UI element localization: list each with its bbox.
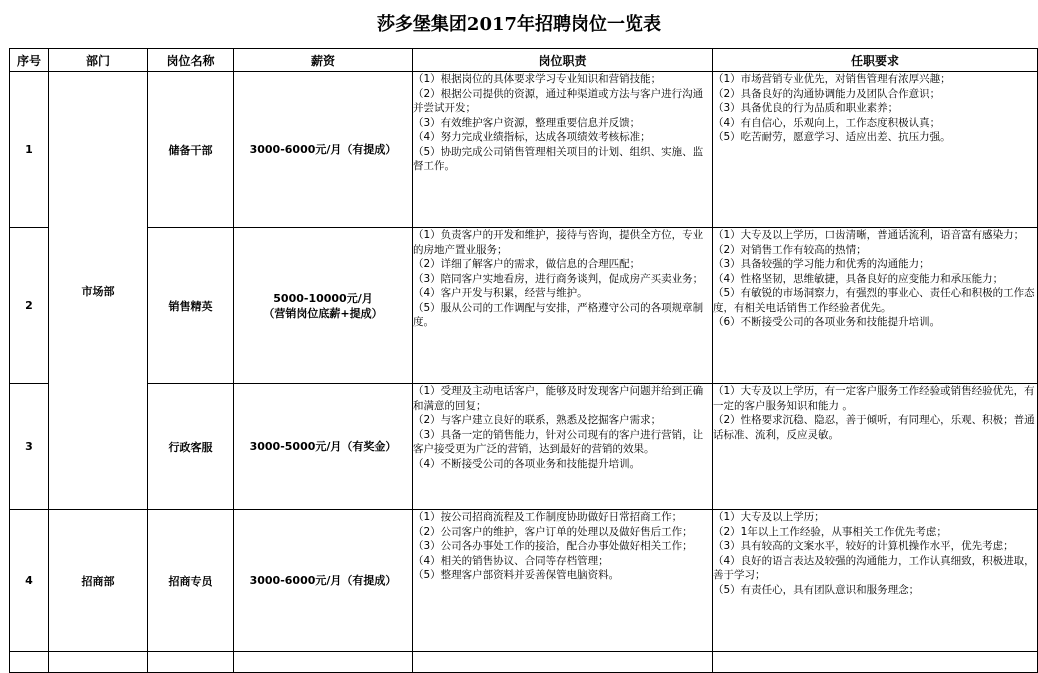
row-number: 2 [10,228,49,384]
salary-line: （营销岗位底薪+提成） [263,306,383,320]
table-row [10,652,1038,673]
salary-line: 3000-6000元/月（有提成） [249,574,397,587]
table-header-row [10,49,1038,72]
header-department: 部门 [49,49,148,72]
duties-cell [413,228,713,384]
requirements-cell [713,228,1038,384]
requirement-item: （3）具备较强的学习能力和优秀的沟通能力； [713,258,930,270]
salary-cell [234,228,413,384]
requirements-cell [713,510,1038,652]
empty-cell [234,652,413,673]
empty-cell [148,652,234,673]
row-number: 1 [10,72,49,228]
position-cell: 行政客服 [148,384,234,510]
duty-item: （4）努力完成业绩指标，达成各项绩效考核标准； [413,131,651,143]
header-no: 序号 [10,49,49,72]
salary-cell [234,384,413,510]
row-number: 3 [10,384,49,510]
empty-cell [49,652,148,673]
requirement-item: （6）不断接受公司的各项业务和技能提升培训。 [713,316,941,328]
duty-item: （3）有效维护客户资源，整理重要信息并反馈； [413,116,641,129]
requirement-item: （5）吃苦耐劳，愿意学习、适应出差、抗压力强。 [713,131,951,143]
duty-item: （2）详细了解客户的需求，做信息的合理匹配； [413,258,641,270]
duties-cell [413,384,713,510]
requirement-item: （2）具备良好的沟通协调能力及团队合作意识； [713,87,941,100]
salary-cell [234,72,413,228]
duties-cell [413,72,713,228]
table-row [10,72,1038,228]
requirement-item: （2）对销售工作有较高的热情； [713,243,867,256]
row-number: 4 [10,510,49,652]
header-requirements: 任职要求 [713,49,1038,72]
duties-cell [413,510,713,652]
duty-item: （4）不断接受公司的各项业务和技能提升培训。 [413,457,641,470]
duty-item: （4）客户开发与积累，经营与维护。 [413,287,588,299]
empty-cell [413,652,713,673]
header-position: 岗位名称 [148,49,234,72]
duty-item: （5）协助完成公司销售管理相关项目的计划、组织、实施、监督工作。 [413,145,704,172]
requirement-item: （1）大专及以上学历，口齿清晰，普通话流利，语音富有感染力； [713,229,1025,241]
salary-cell [234,510,413,652]
empty-cell [713,652,1038,673]
requirement-item: （2）1年以上工作经验，从事相关工作优先考虑； [713,525,947,538]
requirement-item: （1）市场营销专业优先，对销售管理有浓厚兴趣； [713,73,951,85]
requirement-item: （2）性格要求沉稳、隐忍，善于倾听，有同理心，乐观、积极；普通话标准、流利，反应灵敏。 [713,414,1035,441]
requirement-item: （4）性格坚韧，思维敏捷，具备良好的应变能力和承压能力； [713,272,1004,285]
header-duties: 岗位职责 [413,49,713,72]
empty-cell [10,652,49,673]
duty-item: （1）根据岗位的具体要求学习专业知识和营销技能； [413,73,662,85]
requirement-item: （1）大专及以上学历； [713,511,825,523]
duty-item: （2）与客户建立良好的联系，熟悉及挖掘客户需求； [413,414,662,426]
requirement-item: （5）有敏锐的市场洞察力，有强烈的事业心、责任心和积极的工作态度，有相关电话销售工作经验者优先。 [713,287,1035,314]
table-row [10,228,1038,384]
duty-item: （5）整理客户部资料并妥善保管电脑资料。 [413,569,620,581]
duty-item: （3）具备一定的销售能力，针对公司现有的客户进行营销，让客户接受更为广泛的营销，达到最好的营销的效果。 [413,428,704,455]
duty-item: （3）公司各办事处工作的接洽，配合办事处做好相关工作； [413,540,693,552]
recruitment-table [9,48,1038,673]
department-cell: 招商部 [49,510,148,652]
requirement-item: （3）具备优良的行为品质和职业素养； [713,102,899,114]
duty-item: （2）根据公司提供的资源，通过种渠道或方法与客户进行沟通并尝试开发； [413,87,704,114]
requirements-cell [713,384,1038,510]
duty-item: （2）公司客户的维护，客户订单的处理以及做好售后工作； [413,525,693,538]
position-cell: 招商专员 [148,510,234,652]
position-cell: 储备干部 [148,72,234,228]
requirements-cell [713,72,1038,228]
salary-line: 3000-5000元/月（有奖金） [249,440,397,453]
salary-line: 5000-10000元/月 [273,291,373,305]
requirement-item: （1）大专及以上学历，有一定客户服务工作经验或销售经验优先，有一定的客户服务知识和能力 。 [713,385,1035,412]
header-salary: 薪资 [234,49,413,72]
duty-item: （1）负责客户的开发和维护，接待与咨询，提供全方位，专业的房地产置业服务； [413,229,704,256]
requirement-item: （4）有自信心，乐观向上，工作态度积极认真； [713,116,941,129]
duty-item: （1）受理及主动电话客户，能够及时发现客户问题并给到正确和满意的回复； [413,385,704,412]
department-cell: 市场部 [49,72,148,510]
duty-item: （1）按公司招商流程及工作制度协助做好日常招商工作； [413,511,683,523]
page-title: 莎多堡集团2017年招聘岗位一览表 [376,14,662,35]
requirement-item: （3）具有较高的文案水平，较好的计算机操作水平，优先考虑； [713,540,1014,552]
duty-item: （5）服从公司的工作调配与安排，严格遵守公司的各项规章制度。 [413,301,704,328]
requirement-item: （5）有责任心，具有团队意识和服务理念； [713,583,920,596]
duty-item: （4）相关的销售协议、合同等存档管理； [413,554,609,567]
table-row [10,384,1038,510]
duty-item: （3）陪同客户实地看房，进行商务谈判，促成房产买卖业务； [413,272,704,285]
position-cell: 销售精英 [148,228,234,384]
table-row [10,510,1038,652]
salary-line: 3000-6000元/月（有提成） [249,143,397,156]
requirement-item: （4）良好的语言表达及较强的沟通能力，工作认真细致，积极进取，善于学习； [713,554,1035,581]
